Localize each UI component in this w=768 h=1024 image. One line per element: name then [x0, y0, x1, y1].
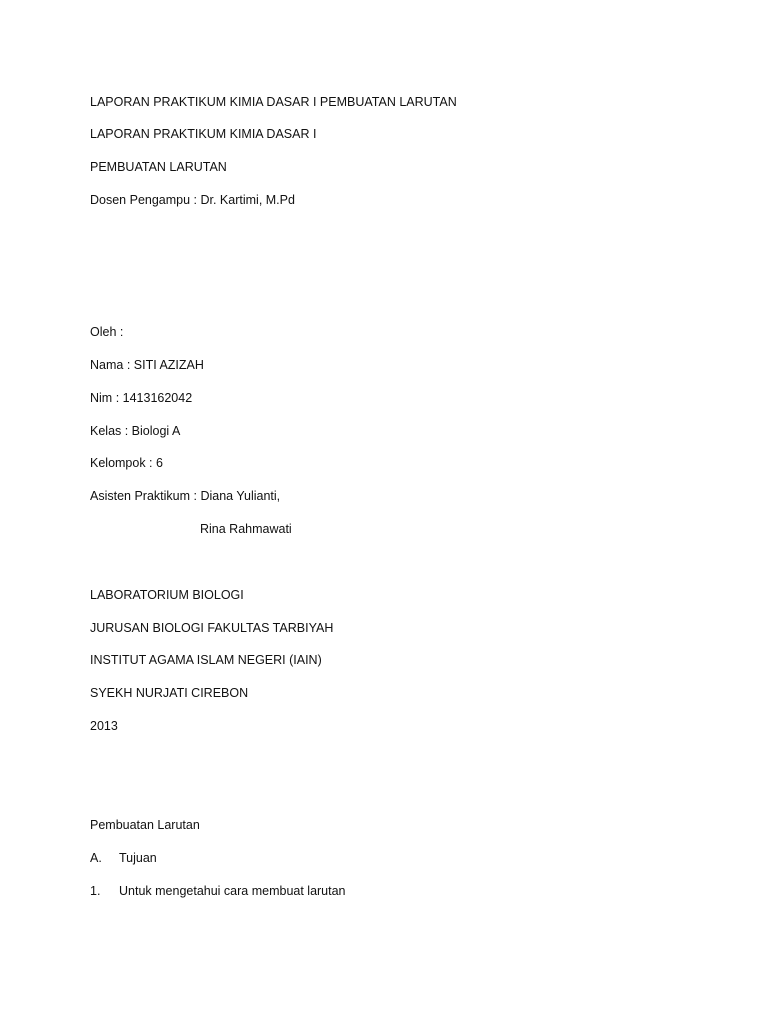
- by-label: Oleh :: [90, 325, 124, 339]
- student-group: Kelompok : 6: [90, 456, 163, 470]
- lecturer-line: Dosen Pengampu : Dr. Kartimi, M.Pd: [90, 193, 295, 207]
- student-class: Kelas : Biologi A: [90, 424, 181, 438]
- subsection-marker: A.: [90, 851, 102, 865]
- report-title: LAPORAN PRAKTIKUM KIMIA DASAR I PEMBUATAN LARUTAN: [90, 95, 457, 109]
- student-nim: Nim : 1413162042: [90, 391, 193, 405]
- subsection-label: Tujuan: [119, 851, 157, 865]
- institute-name: INSTITUT AGAMA ISLAM NEGERI (IAIN): [90, 653, 322, 667]
- assistant-second: Rina Rahmawati: [200, 522, 292, 536]
- lab-name: LABORATORIUM BIOLOGI: [90, 588, 244, 602]
- goal-item-text: Untuk mengetahui cara membuat larutan: [119, 884, 346, 898]
- goal-item-marker: 1.: [90, 884, 101, 898]
- subsection-goal: [90, 850, 157, 866]
- department-name: JURUSAN BIOLOGI FAKULTAS TARBIYAH: [90, 621, 334, 635]
- report-topic: PEMBUATAN LARUTAN: [90, 160, 227, 174]
- student-name: Nama : SITI AZIZAH: [90, 358, 204, 372]
- section-heading: Pembuatan Larutan: [90, 818, 200, 832]
- report-subtitle: LAPORAN PRAKTIKUM KIMIA DASAR I: [90, 127, 317, 141]
- goal-item: [90, 883, 346, 899]
- city-name: SYEKH NURJATI CIREBON: [90, 686, 249, 700]
- report-year: 2013: [90, 719, 118, 733]
- assistant-line: Asisten Praktikum : Diana Yulianti,: [90, 489, 281, 503]
